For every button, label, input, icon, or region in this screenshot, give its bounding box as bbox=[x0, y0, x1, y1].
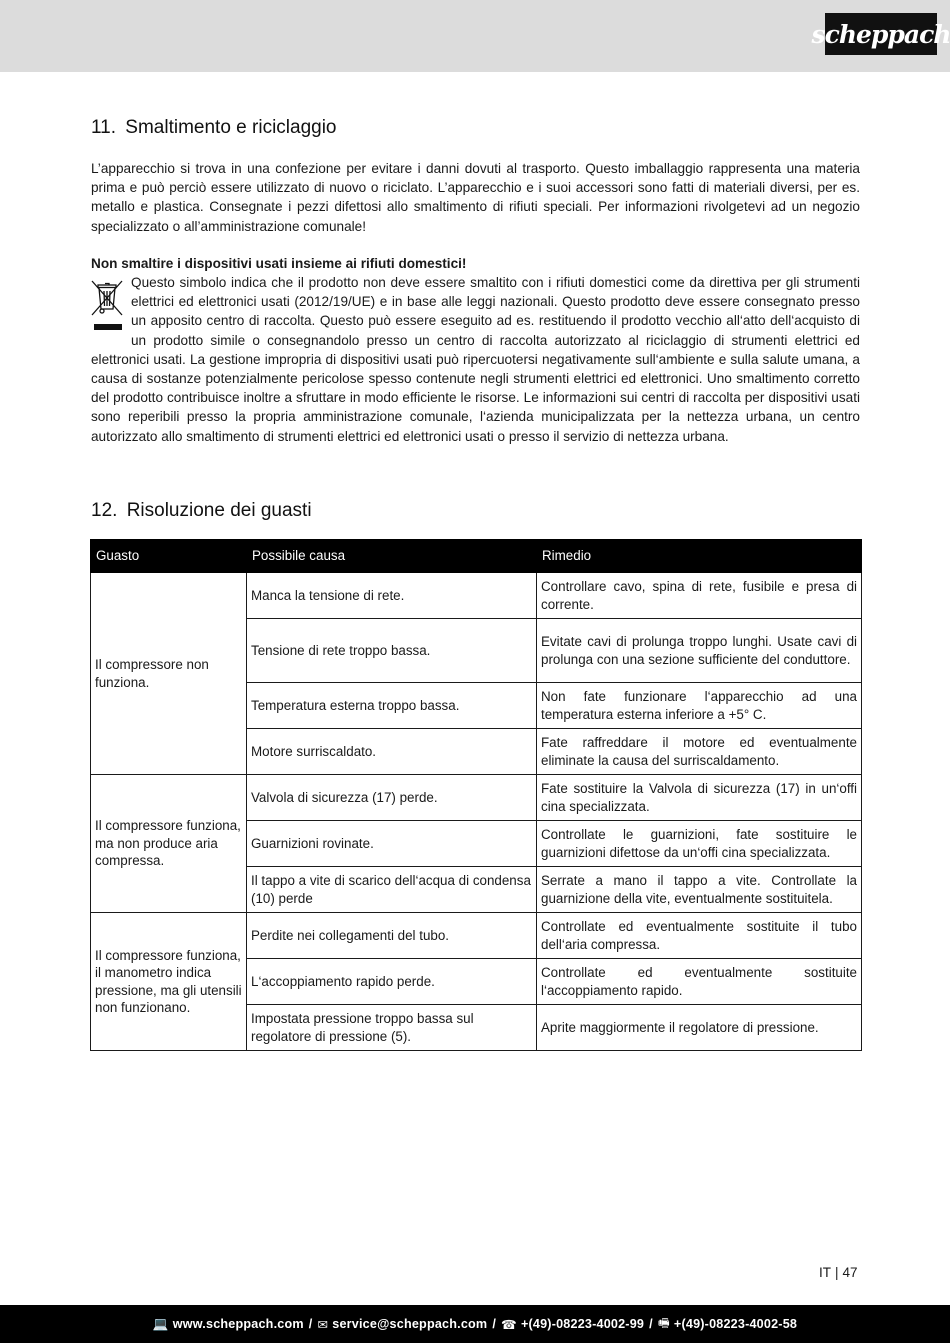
table-row bbox=[91, 573, 862, 619]
footer-separator: / bbox=[308, 1317, 313, 1331]
section-11-title: Smaltimento e riciclaggio bbox=[125, 117, 337, 138]
troubleshooting-table bbox=[90, 539, 862, 1051]
remedy-cell: Controllate ed eventualmente sostituite il tubo dell‘aria compressa. bbox=[537, 913, 862, 959]
footer-fax: +(49)-08223-4002-58 bbox=[673, 1317, 798, 1331]
cause-cell: Perdite nei collegamenti del tubo. bbox=[247, 913, 537, 959]
crossed-out-wheelie-bin-icon bbox=[89, 275, 127, 337]
remedy-cell: Controllate le guarnizioni, fate sostituire le guarnizioni difettose da un‘offi cina specializzata. bbox=[537, 821, 862, 867]
header-band bbox=[0, 0, 950, 72]
cause-cell: Manca la tensione di rete. bbox=[247, 573, 537, 619]
scheppach-logo bbox=[811, 13, 950, 55]
household-waste-warning: Non smaltire i dispositivi usati insieme ai rifiuti domestici! bbox=[91, 256, 467, 271]
remedy-cell: Non fate funzionare l‘apparecchio ad una temperatura esterna inferiore a +5° C. bbox=[537, 683, 862, 729]
footer-website[interactable]: www.scheppach.com bbox=[172, 1317, 304, 1331]
header-remedy: Rimedio bbox=[537, 540, 862, 573]
weee-paragraph bbox=[91, 273, 860, 446]
table-row bbox=[91, 775, 862, 821]
section-11-heading bbox=[91, 117, 337, 139]
cause-cell: Il tappo a vite di scarico dell‘acqua di condensa (10) perde bbox=[247, 867, 537, 913]
section-12-title: Risoluzione dei guasti bbox=[126, 500, 312, 521]
mail-icon: ✉ bbox=[317, 1317, 329, 1332]
header-fault: Guasto bbox=[91, 540, 247, 573]
header-cause: Possibile causa bbox=[247, 540, 537, 573]
weee-text: Questo simbolo indica che il prodotto non deve essere smaltito con i rifiuti domestici come da direttiva per gli strumenti elettrici ed elettronici usati (2012/19/UE) e in base alle leggi nazionali. Questo prodotto deve essere consegnato presso un apposito centro di raccolta. Questo può essere eseguito ad es. restituendo il prodotto vecchio all‘atto dell‘acquisto di un prodotto simile o consegnandolo presso un centro di raccolta autorizzato al riciclaggio di strumenti elettrici ed elettronici usati. La gestione impropria di dispositivi usati può ripercuotersi negativamente sull‘ambiente e sulla salute umana, a causa di sostanze potenzialmente pericolose spesso contenute negli strumenti elettrici ed elettronici. Uno smaltimento corretto del prodotto contribuisce inoltre a sfruttare in modo efficiente le risorse. Le informazioni sui centri di raccolta per dispositivi usati sono reperibili presso la propria amministrazione comunale, l‘azienda municipalizzata per la nettezza urbana, un centro autorizzato allo smaltimento di strumenti elettrici ed elettronici usati o presso il servizio di nettezza urbana. bbox=[91, 275, 860, 444]
page-separator: | bbox=[835, 1265, 839, 1280]
cause-cell: L‘accoppiamento rapido perde. bbox=[247, 959, 537, 1005]
fault-cell: Il compressore funziona, il manometro indica pressione, ma gli utensili non funzionano. bbox=[91, 913, 247, 1051]
page-number-value: 47 bbox=[842, 1265, 858, 1280]
footer-email[interactable]: service@scheppach.com bbox=[332, 1317, 488, 1331]
remedy-cell: Aprite maggiormente il regolatore di pressione. bbox=[537, 1005, 862, 1051]
cause-cell: Tensione di rete troppo bassa. bbox=[247, 619, 537, 683]
fault-cell: Il compressore non funziona. bbox=[91, 573, 247, 775]
cause-cell: Temperatura esterna troppo bassa. bbox=[247, 683, 537, 729]
remedy-cell: Evitate cavi di prolunga troppo lunghi. Usate cavi di prolunga con una sezione sufficiente del conduttore. bbox=[537, 619, 862, 683]
remedy-cell: Fate raffreddare il motore ed eventualmente eliminate la causa del surriscaldamento. bbox=[537, 729, 862, 775]
table-header-row bbox=[91, 540, 862, 573]
computer-icon: 💻 bbox=[152, 1316, 169, 1331]
cause-cell: Valvola di sicurezza (17) perde. bbox=[247, 775, 537, 821]
footer-separator: / bbox=[492, 1317, 497, 1331]
section-12-number: 12. bbox=[91, 500, 118, 521]
remedy-cell: Fate sostituire la Valvola di sicurezza (17) in un‘offi cina specializzata. bbox=[537, 775, 862, 821]
page-language: IT bbox=[819, 1265, 831, 1280]
cause-cell: Guarnizioni rovinate. bbox=[247, 821, 537, 867]
section-12-heading bbox=[91, 500, 312, 522]
telephone-icon: ☎ bbox=[501, 1317, 517, 1332]
cause-cell: Motore surriscaldato. bbox=[247, 729, 537, 775]
logo-text: scheppach bbox=[811, 19, 950, 49]
disposal-intro-paragraph: L’apparecchio si trova in una confezione per evitare i danni dovuti al trasporto. Questo imballaggio rappresenta una materia prima e può perciò essere utilizzato di nuovo o riciclato. L’apparecchio e i suoi accessori sono fatti di materiali diversi, per es. metallo e plastica. Consegnate i pezzi difettosi allo smaltimento di rifiuti speciali. Per informazioni rivolgetevi ad un negozio specializzato o all’amministrazione comunale! bbox=[91, 161, 860, 234]
cause-cell: Impostata pressione troppo bassa sul regolatore di pressione (5). bbox=[247, 1005, 537, 1051]
footer-separator: / bbox=[649, 1317, 653, 1331]
remedy-cell: Serrate a mano il tappo a vite. Controllate la guarnizione della vite, eventualmente sostituitela. bbox=[537, 867, 862, 913]
footer-contact-bar bbox=[0, 1305, 950, 1343]
remedy-cell: Controllate ed eventualmente sostituite l‘accoppiamento rapido. bbox=[537, 959, 862, 1005]
fault-cell: Il compressore funziona, ma non produce aria compressa. bbox=[91, 775, 247, 913]
table-row bbox=[91, 913, 862, 959]
page-number bbox=[819, 1265, 858, 1280]
section-11-number: 11. bbox=[91, 117, 117, 138]
footer-phone: +(49)-08223-4002-99 bbox=[520, 1317, 645, 1331]
remedy-cell: Controllare cavo, spina di rete, fusibile e presa di corrente. bbox=[537, 573, 862, 619]
fax-icon: 🖷 bbox=[657, 1315, 670, 1330]
